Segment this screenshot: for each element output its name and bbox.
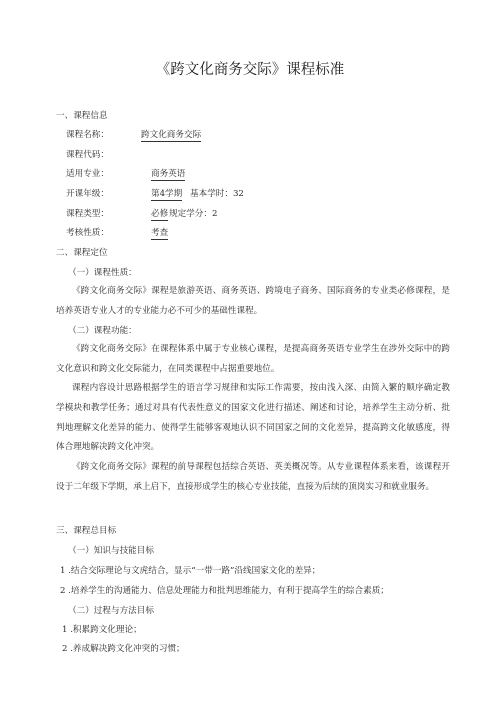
document-title: 《跨文化商务交际》课程标准 (155, 62, 345, 78)
assessment-label: 考核性质： (66, 228, 109, 238)
subheading-process: （二）过程与方法目标 (68, 606, 154, 616)
term-label: 开课年级： (66, 189, 109, 199)
paragraph-function-2: 课程内容设计思路根据学生的语言学习规律和实际工作需要，按由浅入深、由简入繁的顺序确定教学模块和教学任务；通过对具有代表性意义的国家文化进行描述、阐述和讨论，培养学生主动分析、批判地理解文化差异的能力、使得学生能够客观地认识不同国家之间的文化差异，提高跨文化敏感度，得体合理地解决跨文化冲突。 (56, 383, 450, 453)
course-type-value: 必修 (151, 209, 169, 219)
subheading-nature: （一）课程性质： (68, 268, 137, 278)
major-label: 适用专业： (66, 169, 109, 179)
paragraph-nature: 《跨文化商务交际》课程是旅游英语、商务英语、跨境电子商务、国际商务的专业类必修课程，是培养英语专业人才的专业能力必不可少的基础性课程。 (56, 286, 450, 316)
list-item-knowledge-2: 2 .培养学生的沟通能力、信息处理能力和批判思维能力，有利于提高学生的综合素质； (60, 586, 389, 596)
assessment-value: 考查 (151, 228, 169, 238)
section-heading-positioning: 二、课程定位 (56, 248, 108, 258)
list-item-process-1: 1 .积累跨文化理论； (62, 625, 142, 635)
section-heading-objectives: 三、课程总目标 (56, 526, 117, 536)
paragraph-function-1: 《跨文化商务交际》在课程体系中属于专业核心课程，是提高商务英语专业学生在涉外交际中的跨文化意识和跨文化交际能力，在同类课程中占据重要地位。 (56, 344, 450, 374)
credits-value: 规定学分：2 (169, 209, 218, 219)
list-item-knowledge-1: 1 .结合交际理论与文虎结合，显示“一带一路”沿线国家文化的差异； (60, 566, 321, 576)
section-heading-course-info: 一、课程信息 (56, 111, 108, 121)
course-name-value: 跨文化商务交际 (141, 130, 202, 140)
major-value: 商务英语 (151, 169, 186, 179)
course-code-label: 课程代码： (66, 150, 109, 160)
hours-value: 基本学时：32 (190, 189, 244, 199)
course-name-label: 课程名称： (66, 130, 109, 140)
paragraph-function-3: 《跨文化商务交际》课程的前导课程包括综合英语、英美概况等。从专业课程体系来看，该课程开设于二年级下学期，承上启下，直接形成学生的核心专业技能，直接为后续的顶岗实习和就业服务。 (56, 462, 450, 492)
term-value: 第4学期 (151, 189, 183, 199)
subheading-function: （二）课程功能： (68, 326, 137, 336)
list-item-process-2: 2 .养成解决跨文化冲突的习惯； (62, 644, 185, 654)
course-type-label: 课程类型： (66, 209, 109, 219)
subheading-knowledge: （一）知识与技能目标 (68, 546, 154, 556)
